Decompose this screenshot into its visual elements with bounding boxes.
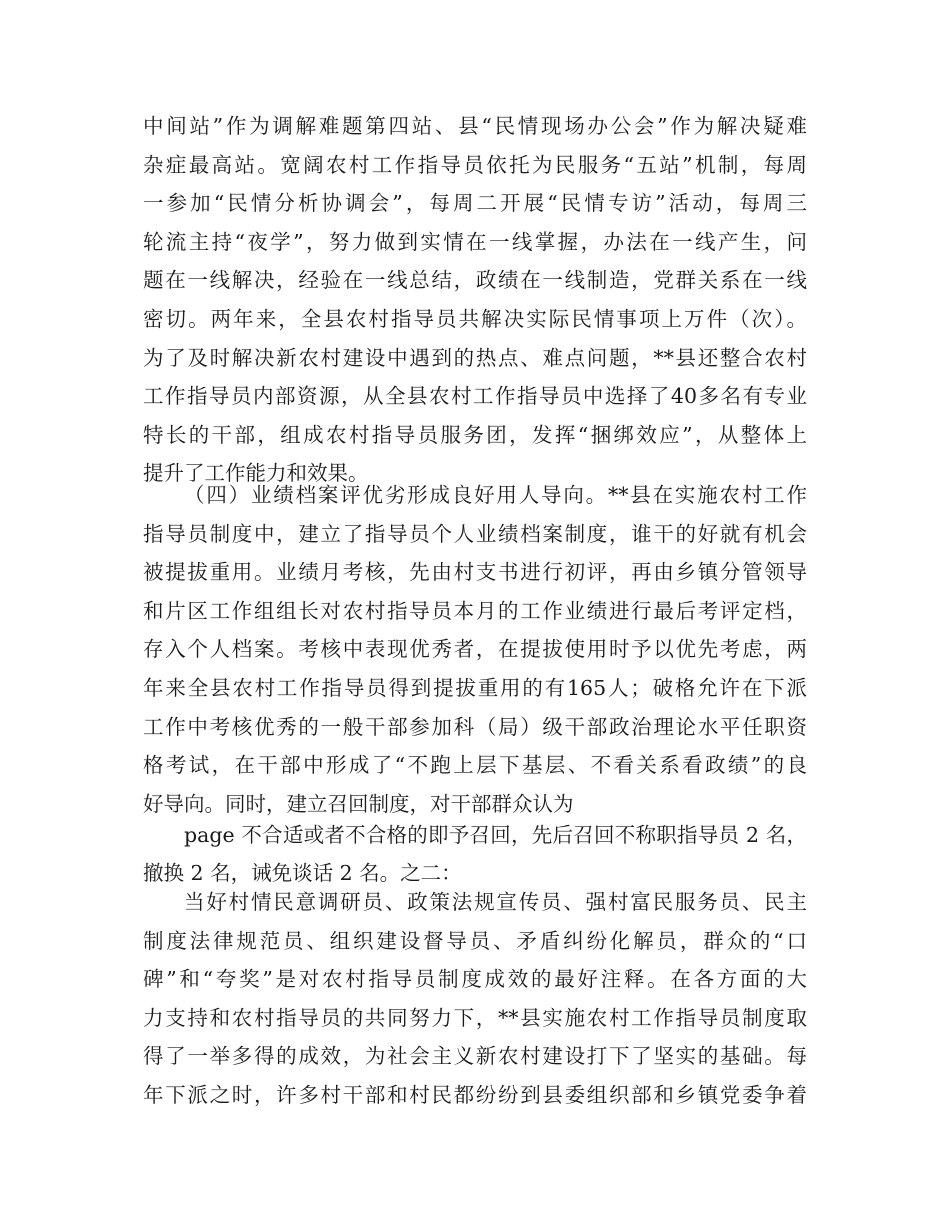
text-line: 撤换 2 名，诫免谈话 2 名。之二： <box>143 861 462 885</box>
text-line: 提升了工作能力和效果。 <box>143 461 369 486</box>
paragraph-4 <box>143 883 807 1115</box>
text-line: （四）业绩档案评优劣形成良好用人导向。**县在实施农村工作 <box>184 483 807 507</box>
text-line: 格考试，在干部中形成了“不跑上层下基层、不看关系看政绩”的良 <box>143 753 807 778</box>
text-line: 被提拔重用。业绩月考核，先由村支书进行初评，再由乡镇分管领导 <box>143 560 807 585</box>
text-line: 题在一线解决，经验在一线总结，政绩在一线制造，党群关系在一线 <box>143 268 807 293</box>
paragraph-2 <box>143 476 807 823</box>
text-line: 轮流主持“夜学”，努力做到实情在一线掌握，办法在一线产生，问 <box>143 229 807 254</box>
text-line: 好导向。同时，建立召回制度，对干部群众认为 <box>143 791 574 816</box>
text-line: 年来全县农村工作指导员得到提拔重用的有165人；破格允许在下派 <box>143 675 807 700</box>
text-line: 密切。两年来，全县农村指导员共解决实际民情事项上万件（次）。 <box>143 306 807 331</box>
text-line: 制度法律规范员、组织建设督导员、矛盾纠纷化解员，群众的“口 <box>143 928 807 953</box>
text-line: 特长的干部，组成农村指导员服务团，发挥“捆绑效应”，从整体上 <box>143 422 807 447</box>
paragraph-3-continued <box>143 854 807 893</box>
text-line: page 不合适或者不合格的即予召回，先后召回不称职指导员 2 名， <box>184 823 807 847</box>
paragraph-3 <box>143 816 807 855</box>
text-line: 工作指导员内部资源，从全县农村工作指导员中选择了40多名有专业 <box>143 384 807 409</box>
text-line: 指导员制度中，建立了指导员个人业绩档案制度，谁干的好就有机会 <box>143 521 807 546</box>
text-line: 存入个人档案。考核中表现优秀者，在提拔使用时予以优先考虑，两 <box>143 637 807 662</box>
text-line: 为了及时解决新农村建设中遇到的热点、难点问题，**县还整合农村 <box>143 345 807 370</box>
text-line: 杂症最高站。宽阔农村工作指导员依托为民服务“五站”机制，每周 <box>143 152 807 177</box>
paragraph-1 <box>143 107 807 493</box>
text-line: 当好村情民意调研员、政策法规宣传员、强村富民服务员、民主 <box>184 890 807 914</box>
text-line: 碑”和“夸奖”是对农村指导员制度成效的最好注释。在各方面的大 <box>143 967 807 992</box>
text-line: 年下派之时，许多村干部和村民都纷纷到县委组织部和乡镇党委争着 <box>143 1082 807 1107</box>
text-line: 力支持和农村指导员的共同努力下，**县实施农村工作指导员制度取 <box>143 1005 807 1030</box>
text-line: 得了一举多得的成效，为社会主义新农村建设打下了坚实的基础。每 <box>143 1044 807 1069</box>
text-line: 一参加“民情分析协调会”，每周二开展“民情专访”活动，每周三 <box>143 191 807 216</box>
text-line: 和片区工作组组长对农村指导员本月的工作业绩进行最后考评定档， <box>143 598 807 623</box>
text-line: 工作中考核优秀的一般干部参加科（局）级干部政治理论水平任职资 <box>143 714 807 739</box>
text-line: 中间站”作为调解难题第四站、县“民情现场办公会”作为解决疑难 <box>143 114 807 138</box>
